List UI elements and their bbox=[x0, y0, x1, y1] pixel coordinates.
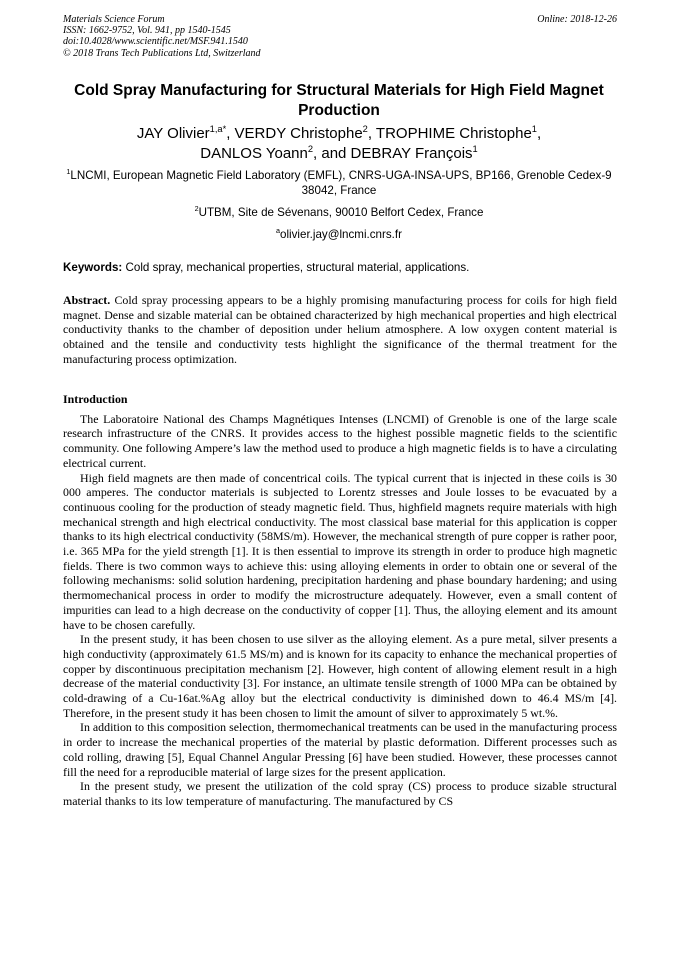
journal-doi: doi:10.4028/www.scientific.net/MSF.941.1540 bbox=[63, 36, 248, 48]
author-name: TROPHIME Christophe bbox=[375, 125, 532, 142]
author-name: JAY Olivier bbox=[136, 125, 210, 142]
author-name: DANLOS Yoann bbox=[200, 145, 308, 162]
author-name: DEBRAY François bbox=[350, 145, 473, 162]
paragraph: The Laboratoire National des Champs Magnétiques Intenses (LNCMI) of Grenoble is one of the large scale research infrastructure of the CNRS. It provides access to the highest possible magnetic fields to the scientific community. One following Ampere’s law the method used to produce a high magnetic fields is to have a circulating electrical current. bbox=[63, 411, 617, 470]
abstract bbox=[63, 293, 617, 367]
introduction-section bbox=[63, 392, 617, 809]
paragraph: In addition to this composition selection, thermomechanical treatments can be used in the manufacturing process in order to increase the mechanical properties of the material by plastic deformation. Different processes such as cold rolling, drawing [5], Equal Channel Angular Pressing [6] have been studied. However, these processes cannot fill the need for a reproducible material of large sizes for the present application. bbox=[63, 720, 617, 779]
paper-title: Cold Spray Manufacturing for Structural Materials for High Field Magnet Production bbox=[74, 82, 604, 119]
keywords bbox=[63, 261, 617, 275]
affiliation-text: LNCMI, European Magnetic Field Laboratory (EMFL), CNRS-UGA-INSA-UPS, BP166, Grenoble Cedex-9 38042, France bbox=[70, 169, 612, 197]
author-list: JAY Olivier$^{1,a*}$, VERDY Christophe$^2$, TROPHIME Christophe$^1$, DANLOS Yoann$^2$, and DEBRAY François$^1$ bbox=[136, 124, 542, 162]
author-name: VERDY Christophe bbox=[234, 125, 363, 142]
abstract-label: Abstract. bbox=[63, 293, 111, 307]
author-email bbox=[60, 227, 618, 242]
paragraph: High field magnets are then made of concentrical coils. The typical current that is injected in these coils is 30 000 amperes. The conductor materials is subjected to Lorentz stresses and Joule losses to be evacuated by a continuous cooling for the production of steady magnetic field. Thus, highfield magnets require materials with high mechanical strength and high electrical conductivity. The most classical base material for this application is copper thanks to its high electrical conductivity (58MS/m). However, the mechanical strength of pure copper is rather poor, i.e. 365 MPa for the yield strength [1]. It is then essential to improve its strength in order to produce high magnetic fields. There is two common ways to achieve this: using alloying elements in order to obtain one or several of the following mechanisms: solid solution hardening, precipitation hardening and phase boundary hardening; and using thermomechanical process in order to modify the microstructure adequately. However, even a small content of impurities can lead to a high decrease on the conductivity of copper [1]. Thus, the alloying element and its amount have to be chosen carefully. bbox=[63, 470, 617, 632]
affiliation-mark: 1 bbox=[66, 167, 71, 177]
journal-copyright: © 2018 Trans Tech Publications Ltd, Switzerland bbox=[63, 47, 261, 59]
journal-header bbox=[63, 14, 617, 59]
journal-name: Materials Science Forum bbox=[63, 14, 165, 25]
author-affiliation-mark: 1 bbox=[472, 144, 478, 154]
paragraph: In the present study, we present the utilization of the cold spray (CS) process to produce sizable structural material thanks to its low temperature of manufacturing. The manufactured by CS bbox=[63, 779, 617, 808]
affiliation-text: UTBM, Site de Sévenans, 90010 Belfort Cedex, France bbox=[198, 206, 484, 219]
author-affiliation-mark: 1 bbox=[531, 124, 537, 134]
author-affiliation-mark: 2 bbox=[362, 124, 368, 134]
author-conjunction: , and bbox=[313, 145, 351, 162]
online-date: Online: 2018-12-26 bbox=[537, 14, 617, 25]
email-link[interactable]: olivier.jay@lncmi.cnrs.fr bbox=[280, 228, 402, 241]
section-heading: Introduction bbox=[63, 392, 128, 406]
email-mark: a bbox=[276, 226, 281, 236]
author-affiliation-mark: 2 bbox=[307, 144, 314, 154]
paragraph: In the present study, it has been chosen to use silver as the alloying element. As a pure metal, silver presents a high conductivity (approximately 61.5 MS/m) and is known for its capacity to enhance the mechanical properties of copper by discontinuous precipitation mechanism [2]. However, high content of allowing element result in a high decrease of the material conductivity [3]. For instance, an ultimate tensile strength of 1000 MPa can be obtained by cold-drawing of a Cu-16at.%Ag alloy but the electrical conductivity is diminished down to 46.4 MS/m [4]. Therefore, in the present study it has been chosen to limit the amount of silver to approximately 5 wt.%. bbox=[63, 632, 617, 720]
affiliation-1 bbox=[60, 168, 618, 198]
abstract-text: Cold spray processing appears to be a highly promising manufacturing process for coils for high field magnet. Dense and sizable material can be obtained characterized by high mechanical properties and high electrical conductivity thanks to the chamber of deposition under helium atmosphere. A low oxygen content material is obtained and the tensile and conductivity tests highlight the significance of the thermal treatment for the manufacturing process optimization. bbox=[63, 293, 617, 366]
keywords-label: Keywords: bbox=[63, 261, 123, 274]
journal-issn: ISSN: 1662-9752, Vol. 941, pp 1540-1545 bbox=[63, 25, 231, 37]
author-affiliation-mark: 1,a* bbox=[209, 124, 227, 134]
affiliation-2 bbox=[60, 205, 618, 220]
affiliation-mark: 2 bbox=[194, 204, 199, 214]
keywords-text: Cold spray, mechanical properties, structural material, applications. bbox=[125, 261, 470, 274]
